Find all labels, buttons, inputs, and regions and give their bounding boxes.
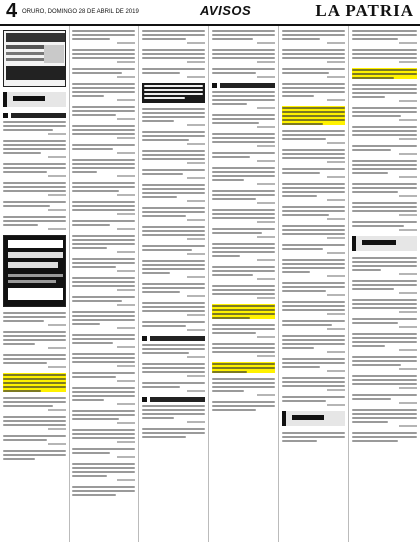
classified-ad [142,302,205,316]
bank-ad-image [3,30,66,87]
classified-ad [3,121,66,135]
classified-ad [282,49,345,63]
classified-ad [72,296,135,306]
highlighted-ad [212,362,275,373]
subcategory-heading [3,113,66,118]
classified-ad [282,432,345,442]
classified-ad [352,183,417,197]
classified-ad [72,353,135,367]
column-1 [3,30,66,542]
classified-ad [72,429,135,443]
classified-ad [212,68,275,78]
classified-ad [142,382,205,392]
classified-ad [3,182,66,196]
classified-ad [72,125,135,139]
classified-ad [212,266,275,280]
classified-ad [142,405,205,423]
classified-ad [352,257,417,275]
subcategory-heading [142,397,205,402]
classified-ad [282,377,345,391]
classified-ad [352,432,417,442]
classified-ad [282,320,345,330]
column-6 [352,30,417,542]
classified-ad [212,343,275,357]
classified-ad [282,335,345,353]
classified-ad [352,221,417,231]
highlighted-ad [352,68,417,79]
classified-ad [282,168,345,178]
classified-ad [142,169,205,179]
classified-ad [72,144,135,154]
classified-ad [142,131,205,145]
dateline: ORURO, DOMINGO 28 DE ABRIL DE 2019 [22,9,139,15]
classified-ad [72,387,135,405]
boxed-ad [142,83,205,103]
section-title: AVISOS [200,3,252,18]
classified-ad [142,49,205,63]
classified-ad [142,68,205,78]
classified-ad [212,401,275,411]
classified-ad [142,344,205,358]
classified-ad [352,318,417,328]
column-rule [138,26,139,542]
classified-ad [282,282,345,296]
classified-ad [352,30,417,44]
masthead [0,0,420,26]
classified-ad [352,49,417,63]
classified-ad [212,324,275,338]
classified-ad [72,372,135,382]
classified-ad [282,301,345,315]
classified-ad [352,356,417,370]
classified-ad [212,228,275,238]
classified-ad [212,243,275,261]
column-rule [278,26,279,542]
classified-ad [142,184,205,202]
classified-ad [142,150,205,164]
classified-ad [352,280,417,294]
subcategory-heading [142,336,205,341]
classified-ad [282,30,345,44]
classified-ad [212,114,275,128]
classified-ad [142,245,205,255]
classified-ad [3,163,66,177]
classified-ad [72,182,135,196]
classified-ad [3,140,66,158]
classified-ad [352,333,417,351]
classified-ad [142,321,205,331]
classified-ad [352,107,417,121]
classified-ad [282,396,345,406]
classified-ad [3,312,66,326]
column-rule [208,26,209,542]
classified-ad [282,244,345,254]
classified-ad [142,30,205,44]
classified-ad [72,106,135,120]
classified-ad [142,363,205,377]
column-5 [282,30,345,542]
classified-ad [352,145,417,155]
classified-ad [212,91,275,109]
classified-ad [282,149,345,163]
category-header [282,411,345,426]
classified-ad [142,108,205,126]
classified-ad [72,486,135,496]
highlighted-ad [212,304,275,319]
classified-ad [3,331,66,349]
classified-ad [3,435,66,445]
classified-ad [72,201,135,215]
classified-ad [212,285,275,299]
classified-ad [72,220,135,230]
classified-ad [72,334,135,348]
classified-ad [352,375,417,389]
classified-ad [72,159,135,177]
classified-ad [142,226,205,240]
classified-ad [72,258,135,272]
classified-ad [72,30,135,44]
classified-ad [212,209,275,223]
classified-ad [72,83,135,101]
column-2 [72,30,135,542]
classified-ad [352,202,417,216]
highlighted-ad [3,373,66,392]
column-4 [212,30,275,542]
classified-ad [212,30,275,44]
classified-ad [72,311,135,329]
classified-ad [282,225,345,239]
classified-ad [212,378,275,396]
classified-ad [212,133,275,147]
classified-ad [142,283,205,297]
classified-ad [72,68,135,78]
classified-ad [212,152,275,162]
classified-ad [282,130,345,144]
classified-ad [352,394,417,404]
classified-ad [72,277,135,291]
classified-ad [142,260,205,278]
classified-ad [282,259,345,277]
classified-ad [72,448,135,458]
newspaper-brand: LA PATRIA [315,1,414,20]
classified-ad [352,409,417,427]
classified-ad [282,83,345,101]
classified-ad [3,450,66,460]
classified-ad [142,207,205,221]
classified-ad [212,49,275,63]
classified-ad [212,167,275,185]
classified-ad [3,201,66,211]
classified-ad [282,183,345,201]
classified-ad [3,354,66,368]
urgent-ad-image [3,235,66,307]
classified-ad [72,49,135,63]
classified-ad [72,463,135,481]
classified-ad [282,358,345,372]
column-3 [142,30,205,542]
highlighted-ad [282,106,345,125]
page-number: 4 [6,0,18,22]
classified-ad [72,235,135,253]
category-header [3,92,66,107]
classified-ad [212,190,275,204]
classified-ad [3,397,66,411]
classified-ad [72,410,135,424]
classified-ad [352,299,417,313]
column-rule [69,26,70,542]
subcategory-heading [212,83,275,88]
classified-ad [3,216,66,230]
column-rule [348,26,349,542]
classified-ad [352,84,417,102]
category-header [352,236,417,251]
classified-ad [352,160,417,178]
classified-ad [352,126,417,140]
classified-ad [282,206,345,220]
classified-ad [282,68,345,78]
classified-ad [142,428,205,438]
classified-ad [3,416,66,430]
